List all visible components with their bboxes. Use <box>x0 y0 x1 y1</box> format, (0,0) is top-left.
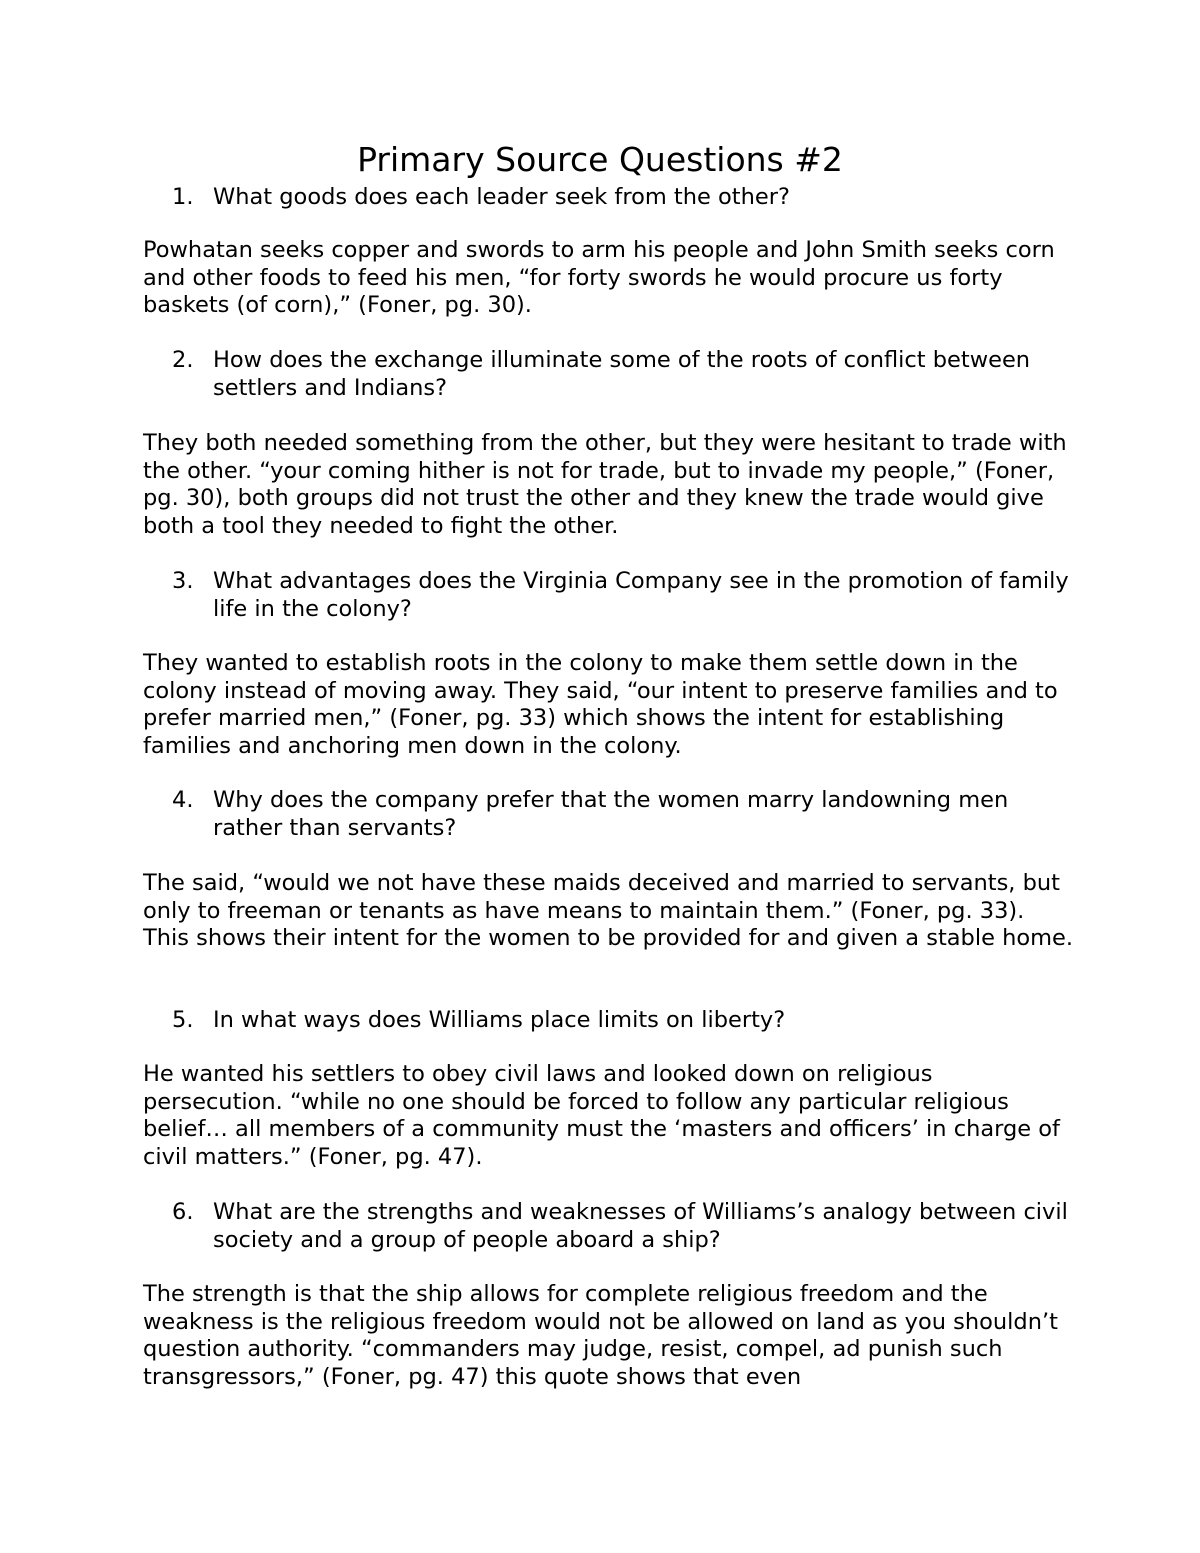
question-number: 4. <box>172 787 194 813</box>
question-number: 3. <box>172 568 194 594</box>
question-number: 6. <box>172 1199 194 1225</box>
answer-6: The strength is that the ship allows for complete religious freedom and the weakness is the religious freedom would not be allowed on land as you shouldn’t question authority. “commanders may judge, resist, compel, ad punish such transgressors,” (Foner, pg. 47) this quote shows that even <box>143 1281 1058 1390</box>
question-text: Why does the company prefer that the women marry landowning men rather than servants? <box>213 787 1009 841</box>
question-6 <box>172 1199 1072 1254</box>
question-number: 1. <box>172 184 194 210</box>
answer-5: He wanted his settlers to obey civil laws and looked down on religious persecution. “while no one should be forced to follow any particular religious belief… all members of a community must the ‘masters and officers’ in charge of civil matters.” (Foner, pg. 47). <box>143 1061 1060 1170</box>
answer-2: They both needed something from the other, but they were hesitant to trade with the other. “your coming hither is not for trade, but to invade my people,” (Foner, pg. 30), both groups did not trust the other and they knew the trade would give both a tool they needed to fight the other. <box>143 430 1067 539</box>
answer-1: Powhatan seeks copper and swords to arm his people and John Smith seeks corn and other foods to feed his men, “for forty swords he would procure us forty baskets (of corn),” (Foner, pg. 30). <box>143 237 1055 318</box>
answer-4: The said, “would we not have these maids deceived and married to servants, but only to freeman or tenants as have means to maintain them.” (Foner, pg. 33). This shows their intent for the women to be provided for and given a stable home. <box>143 870 1074 951</box>
question-number: 2. <box>172 347 194 373</box>
question-4 <box>172 787 1072 842</box>
question-1 <box>172 184 1072 212</box>
question-text: In what ways does Williams place limits on liberty? <box>213 1007 786 1033</box>
question-text: How does the exchange illuminate some of the roots of conflict between settlers and Indians? <box>213 347 1031 401</box>
question-text: What advantages does the Virginia Company see in the promotion of family life in the colony? <box>213 568 1069 622</box>
document-title: Primary Source Questions #2 <box>357 140 843 179</box>
question-2 <box>172 347 1072 402</box>
question-text: What are the strengths and weaknesses of Williams’s analogy between civil society and a group of people aboard a ship? <box>213 1199 1068 1253</box>
question-number: 5. <box>172 1007 194 1033</box>
question-text: What goods does each leader seek from the other? <box>213 184 790 210</box>
answer-3: They wanted to establish roots in the colony to make them settle down in the colony instead of moving away. They said, “our intent to preserve families and to prefer married men,” (Foner, pg. 33) which shows the intent for establishing families and anchoring men down in the colony. <box>143 650 1058 759</box>
question-3 <box>172 568 1072 623</box>
question-5 <box>172 1007 1072 1035</box>
